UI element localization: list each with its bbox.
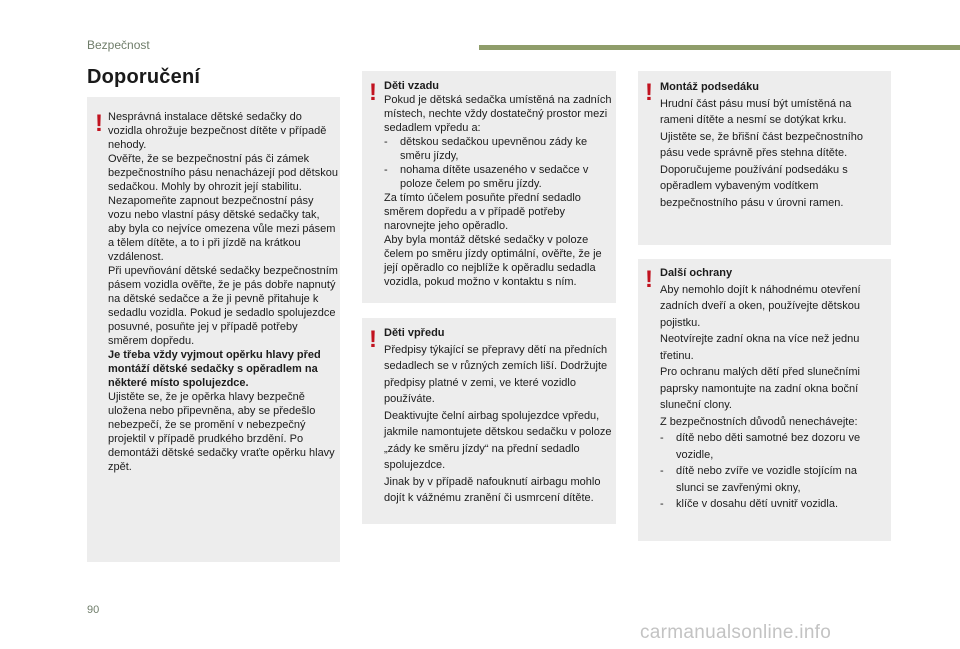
list-item: - dítě nebo zvíře ve vozidle stojícím na slunci se zavřenými okny, [660, 465, 857, 494]
list-item: - dítě nebo děti samotné bez dozoru ve vozidle, [660, 432, 861, 461]
installation-warning-text [108, 110, 338, 474]
paragraph: Aby nemohlo dojít k náhodnému otevření zadních dveří a oken, používejte dětskou pojistku. [660, 283, 861, 329]
section-title: Bezpečnost [87, 38, 150, 52]
paragraph: Aby byla montáž dětské sedačky v poloze čelem po směru jízdy optimální, ověřte, že je její opěradlo co nejblíže k opěradlu sedadla vozidla, pokud možno v kontaktu s ním. [384, 234, 602, 288]
warning-icon: ! [645, 79, 653, 106]
box-title: Děti vzadu [384, 80, 440, 92]
paragraph: Ujistěte se, že je opěrka hlavy bezpečně uložena nebo připevněna, aby se předešlo nebezpečí, že se promění v nebezpečný projektil v případě prudkého brzdění. Po demontáži dětské sedačky vraťte opěrku hlavy zpět. [108, 391, 335, 473]
warning-icon: ! [95, 110, 103, 137]
page-number: 90 [87, 604, 100, 616]
paragraph: Za tímto účelem posuňte přední sedadlo směrem dopředu a v případě potřeby narovnejte jeho opěradlo. [384, 192, 581, 232]
warning-icon: ! [645, 266, 653, 293]
paragraph: Doporučujeme používání podsedáku s opěradlem vybaveným vodítkem bezpečnostního pásu v úrovni ramen. [660, 163, 848, 209]
paragraph: Předpisy týkající se přepravy dětí na předních sedadlech se v různých zemích liší. Dodržujte předpisy platné v zemi, ve které vozidlo používáte. [384, 343, 608, 405]
bold-paragraph: Je třeba vždy vyjmout opěrku hlavy před montáží dětské sedačky s opěradlem na některé místo spolujezdce. [108, 349, 321, 389]
paragraph: Při upevňování dětské sedačky bezpečnostním pásem vozidla ověřte, že je pás dobře napnutý na dětské sedačce a že ji pevně přitahuje k sedadlu vozidla. Pokud je sedadlo spolujezdce posuvné, posuňte jej v případě potřeby směrem dopředu. [108, 265, 338, 347]
children-rear-text [384, 79, 614, 289]
warning-icon: ! [369, 326, 377, 353]
box-title: Montáž podsedáku [660, 81, 760, 93]
list-item: - dětskou sedačkou upevněnou zády ke směru jízdy, [384, 136, 588, 162]
warning-icon: ! [369, 79, 377, 106]
booster-seat-text [660, 79, 888, 211]
other-protection-text [660, 265, 888, 513]
list-item: - nohama dítěte usazeného v sedačce v poloze čelem po směru jízdy. [384, 164, 589, 190]
box-title: Další ochrany [660, 267, 733, 279]
paragraph: Deaktivujte čelní airbag spolujezdce vpředu, jakmile namontujete dětskou sedačku v poloze „zády ke směru jízdy“ na přední sedadlo spolujezdce. [384, 409, 612, 471]
watermark: carmanualsonline.info [640, 622, 832, 643]
header-divider [479, 45, 960, 50]
box-title: Děti vpředu [384, 327, 445, 339]
children-front-text [384, 325, 614, 507]
paragraph: Nesprávná instalace dětské sedačky do vozidla ohrožuje bezpečnost dítěte v případě nehody. [108, 111, 327, 151]
paragraph: Ujistěte se, že břišní část bezpečnostního pásu vede správně přes stehna dítěte. [660, 130, 863, 159]
paragraph: Ověřte, že se bezpečnostní pás či zámek bezpečnostního pásu nenacházejí pod dětskou sedačkou. Mohly by ohrozit její stabilitu. [108, 153, 338, 193]
paragraph: Nezapomeňte zapnout bezpečnostní pásy vozu nebo vlastní pásy dětské sedačky tak, aby byla co nejvíce omezena vůle mezi pásem a tělem dítěte, a to i při jízdě na krátkou vzdálenost. [108, 195, 336, 263]
paragraph: Pro ochranu malých dětí před slunečními paprsky namontujte na zadní okna boční sluneční clony. [660, 366, 860, 411]
paragraph: Hrudní část pásu musí být umístěná na rameni dítěte a nesmí se dotýkat krku. [660, 97, 852, 126]
paragraph: Z bezpečnostních důvodů nenechávejte: [660, 415, 858, 428]
paragraph: Pokud je dětská sedačka umístěná na zadních místech, nechte vždy dostatečný prostor mezi sedadlem vpředu a: [384, 94, 612, 134]
page-title: Doporučení [87, 66, 201, 88]
paragraph: Neotvírejte zadní okna na více než jednu třetinu. [660, 333, 860, 362]
paragraph: Jinak by v případě nafouknutí airbagu mohlo dojít k vážnému zranění či usmrcení dítěte. [384, 475, 601, 504]
list-item: - klíče v dosahu dětí uvnitř vozidla. [660, 498, 839, 510]
